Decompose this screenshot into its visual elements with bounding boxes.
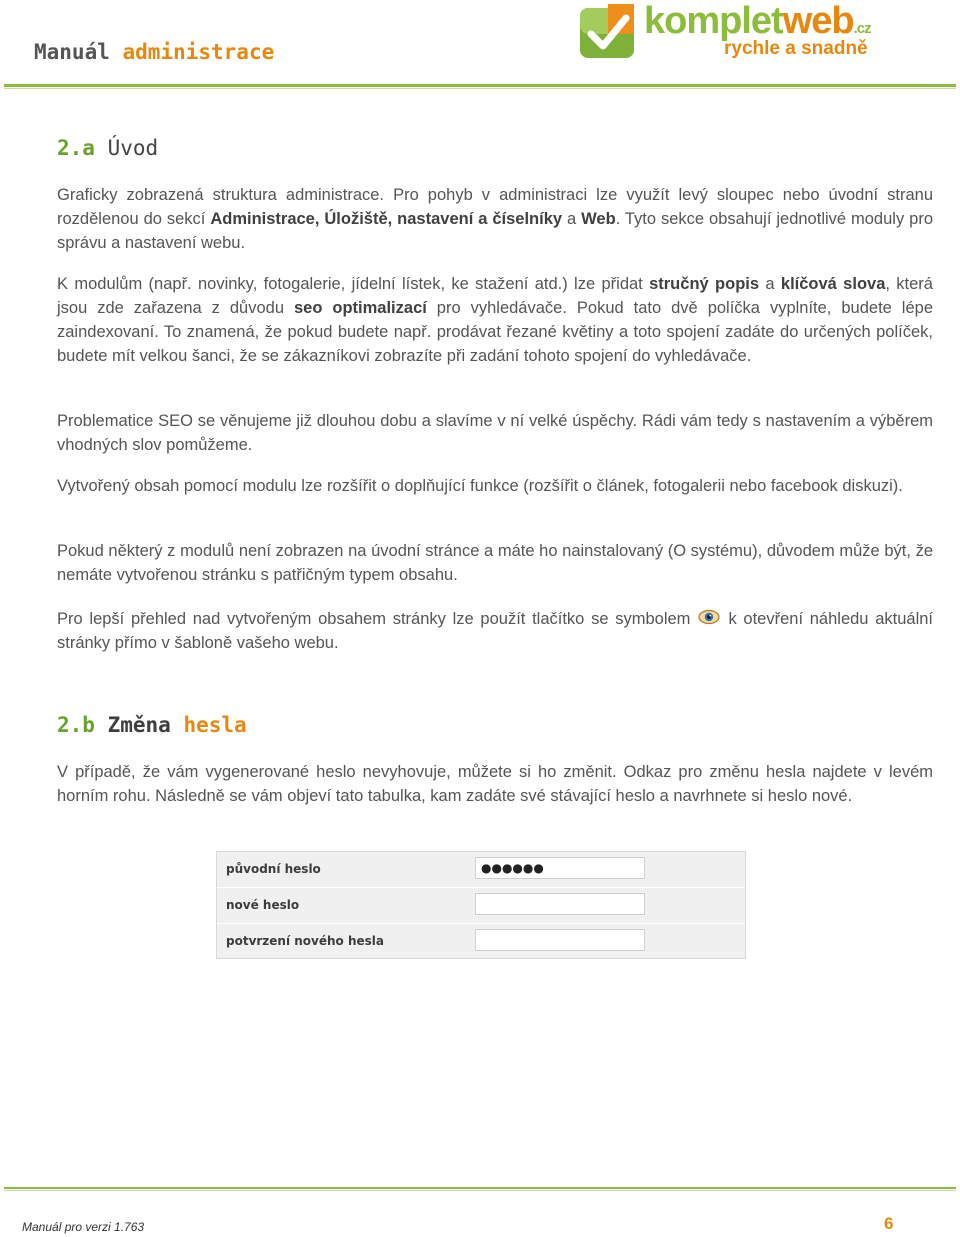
paragraph-missing-module: Pokud některý z modulů není zobrazen na úvodní stránce a máte ho nainstalovaný (O systému), důvodem může být, že nemáte vytvořenou stránku s patřičným typem obsahu. bbox=[57, 542, 933, 584]
paragraph-structure: Graficky zobrazená struktura administrace. Pro pohyb v administraci lze využít levý sloupec nebo úvodní stranu rozdělenou do sekcí Administrace, Úložiště, nastavení a číselníky a Web. Tyto sekce obsahují jednotlivé moduly pro správu a nastavení webu. bbox=[57, 186, 933, 252]
paragraph-preview: Pro lepší přehled nad vytvořeným obsahem stránky lze použít tlačítko se symbolem k otevření náhledu aktuální stránky přímo v šabloně vašeho webu. bbox=[57, 610, 933, 652]
new-password-label: nové heslo bbox=[226, 898, 300, 912]
new-password-field[interactable] bbox=[475, 893, 645, 915]
section-title: Změna bbox=[107, 713, 171, 737]
paragraph-seo-help: Problematice SEO se věnujeme již dlouhou dobu a slavíme v ní velké úspěchy. Rádi vám tedy s nastavením a výběrem vhodných slov pomůžeme. bbox=[57, 412, 933, 454]
confirm-password-label: potvrzení nového hesla bbox=[226, 934, 385, 948]
header-title-manual: Manuál bbox=[34, 40, 110, 64]
page-header-title bbox=[34, 40, 274, 64]
eye-icon bbox=[698, 608, 720, 626]
kompletweb-logo bbox=[578, 0, 910, 64]
header-divider bbox=[4, 84, 956, 87]
footer-divider bbox=[4, 1187, 956, 1189]
form-row-new-password bbox=[217, 888, 745, 924]
logo-wordmark: kompletweb.cz bbox=[644, 0, 871, 42]
section-title: Úvod bbox=[107, 136, 159, 160]
footer-divider-shadow bbox=[4, 1190, 956, 1191]
section-heading-uvod bbox=[57, 136, 158, 160]
current-password-field[interactable] bbox=[475, 857, 645, 879]
footer-version: Manuál pro verzi 1.763 bbox=[22, 1220, 145, 1234]
confirm-password-field[interactable] bbox=[475, 929, 645, 951]
section-heading-zmena-hesla bbox=[57, 713, 247, 737]
page-number: 6 bbox=[884, 1214, 894, 1233]
paragraph-password-change: V případě, že vám vygenerované heslo nevyhovuje, můžete si ho změnit. Odkaz pro změnu hesla najdete v levém horním rohu. Následně se vám objeví tato tabulka, kam zadáte své stávající heslo a navrhnete si heslo nové. bbox=[57, 763, 933, 805]
form-row-current-password bbox=[217, 852, 745, 888]
paragraph-seo-fields: K modulům (např. novinky, fotogalerie, jídelní lístek, ke stažení atd.) lze přidat stručný popis a klíčová slova, která jsou zde zařazena z důvodu seo optimalizací pro vyhledávače. Pokud tato dvě políčka vyplníte, budete lépe zaindexovaní. To znamená, že pokud budete např. prodávat řezané květiny a toto spojení zadáte do určených políček, budete mít velkou šanci, že se zákazníkovi zobrazíte při zadání tohoto spojení do vyhledávače. bbox=[57, 275, 933, 365]
header-divider-shadow bbox=[4, 88, 956, 89]
logo-mark-icon bbox=[578, 4, 638, 62]
password-change-form bbox=[216, 851, 746, 959]
header-title-administrace: administrace bbox=[122, 40, 275, 64]
form-row-confirm-password bbox=[217, 924, 745, 959]
section-number: 2.a bbox=[57, 136, 95, 160]
section-title-accent: hesla bbox=[183, 713, 247, 737]
logo-tagline: rychle a snadně bbox=[724, 38, 868, 59]
current-password-label: původní heslo bbox=[226, 862, 321, 876]
section-number: 2.b bbox=[57, 713, 95, 737]
paragraph-extensions: Vytvořený obsah pomocí modulu lze rozšířit o doplňující funkce (rozšířit o článek, fotogalerii nebo facebook diskuzi). bbox=[57, 477, 903, 495]
